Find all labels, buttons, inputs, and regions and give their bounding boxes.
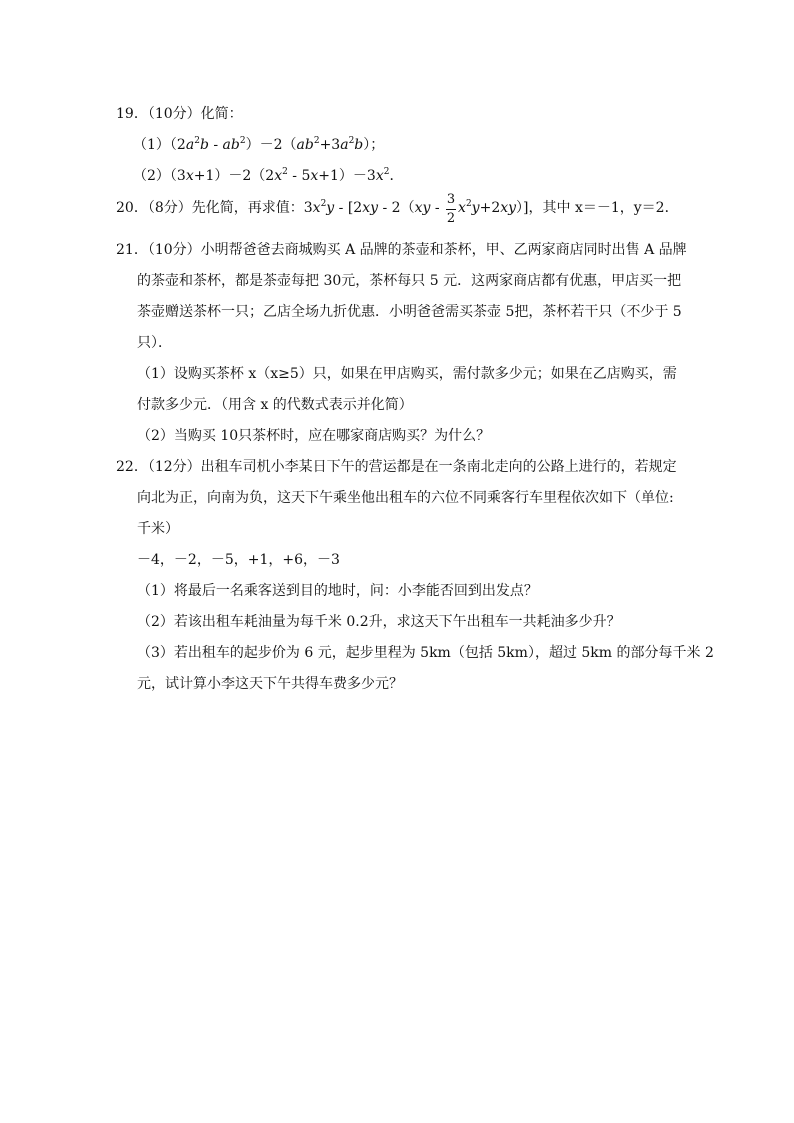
q21-subquestion-2: （2）当购买 10只茶杯时，应在哪家商店购买？为什么？ [137,428,491,444]
q21-subquestion-1: （1）设购买茶杯 x（x≥5）只，如果在甲店购买，需付款多少元；如果在乙店购买，需 [137,366,677,382]
q22-line-2: 向北为正，向南为负，这天下午乘坐他出租车的六位不同乘客行车里程依次如下（单位: [137,490,674,506]
q20-heading: 20．（8分）先化简，再求值： [116,200,304,216]
q21-line-2: 的茶壶和茶杯，都是茶壶每把 30元，茶杯每只 5 元．这两家商店都有优惠，甲店买一把 [137,273,682,289]
q22-subquestion-2: （2）若该出租车耗油量为每千米 0.2升，求这天下午出租车一共耗油多少升？ [137,614,621,630]
q22-subquestion-3-cont: 元，试计算小李这天下午共得车费多少元？ [137,676,403,692]
q22-mileage-data: －4，－2，－5，+1，+6，－3 [137,552,340,568]
q19-heading: 19．（10分）化简： [116,106,243,122]
q19-part2-label: （2） [133,168,170,184]
q20 [116,192,679,226]
q19-part1 [133,136,384,154]
q22-subquestion-3: （3）若出租车的起步价为 6 元，起步里程为 5km（包括 5km），超过 5km 的部分每千米 2 [137,645,714,661]
q19-part2 [133,167,403,185]
q21-line-1: 21．（10分）小明帮爸爸去商城购买 A 品牌的茶壶和茶杯，甲、乙两家商店同时出售 A 品牌 [116,242,687,258]
q19-part2-expression: $(3x+1)-2(2x^2 - 5x+1)-3x^2$ [169,167,390,184]
q21-subquestion-1-cont: 付款多少元．（用含 x 的代数式表示并化简） [137,397,413,413]
q19-part1-expression: $(2a^2b - ab^2)-2(ab^2+3a^2b)$； [169,136,385,153]
q21-line-3: 茶壶赠送茶杯一只；乙店全场九折优惠．小明爸爸需买茶壶 5把，茶杯若干只（不少于 5 [137,304,682,320]
q19-part2-period: ． [389,168,404,184]
fraction-three-halves: $\frac{3}{2}$ [446,192,456,226]
q20-condition: ，其中 x＝－1，y＝2． [528,200,679,216]
q19-part1-label: （1） [133,137,170,153]
q22-line-1: 22．（12分）出租车司机小李某日下午的营运都是在一条南北走向的公路上进行的，若规定 [116,459,677,475]
q22-subquestion-1: （1）将最后一名乘客送到目的地时，问：小李能否回到出发点？ [137,583,538,599]
q21-line-4: 只）． [137,335,172,351]
q20-expression: $3x^2y - [2xy - 2(xy$ - $\frac{3}{2}$ $x^2y+2xy$）] [303,192,529,226]
q22-line-3: 千米） [137,521,179,537]
